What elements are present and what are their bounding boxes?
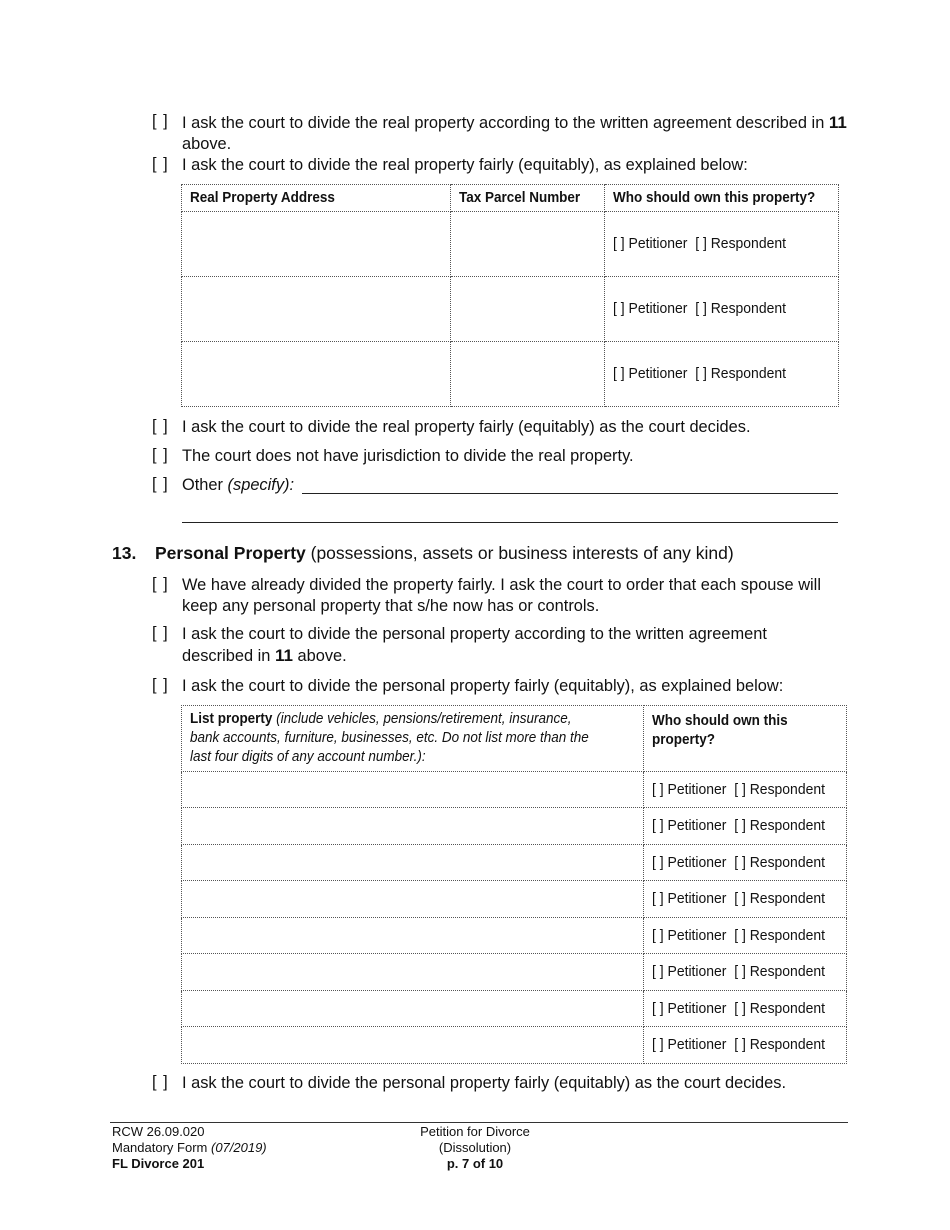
petitioner-checkbox[interactable]: [ ] xyxy=(652,853,664,871)
respondent-checkbox[interactable]: [ ] xyxy=(734,963,746,980)
checkbox-personal-agreement[interactable]: [ ] xyxy=(152,624,169,642)
checkbox-already-divided[interactable]: [ ] xyxy=(152,575,169,593)
property-cell[interactable] xyxy=(182,881,644,918)
table-header-row xyxy=(182,706,847,772)
table-row xyxy=(182,808,847,845)
section-number: 13. xyxy=(112,543,137,563)
section-title: Personal Property (possessions, assets or business interests of any kind) xyxy=(155,543,734,563)
petitioner-checkbox[interactable]: [ ] xyxy=(612,300,625,317)
real-property-table xyxy=(181,184,839,407)
property-cell[interactable] xyxy=(182,772,644,808)
option-no-jurisdiction: The court does not have jurisdiction to divide the real property. xyxy=(182,447,634,465)
table-row xyxy=(182,918,847,954)
petitioner-checkbox[interactable]: [ ] xyxy=(612,235,625,252)
respondent-checkbox[interactable]: [ ] xyxy=(734,1036,746,1053)
respondent-checkbox[interactable]: [ ] xyxy=(734,926,746,944)
property-cell[interactable] xyxy=(182,991,644,1027)
checkbox-real-fair-explained[interactable]: [ ] xyxy=(152,155,169,173)
footer-title: Petition for Divorce xyxy=(420,1124,530,1139)
address-cell[interactable] xyxy=(182,342,451,407)
header-tax-parcel-number: Tax Parcel Number xyxy=(458,190,580,206)
table-row xyxy=(182,212,839,277)
property-cell[interactable] xyxy=(182,954,644,991)
owner-choice: [ ] Petitioner [ ] Respondent xyxy=(652,926,825,944)
owner-choice: [ ] Petitioner [ ] Respondent xyxy=(612,365,786,382)
petitioner-checkbox[interactable]: [ ] xyxy=(652,926,664,944)
respondent-checkbox[interactable]: [ ] xyxy=(734,817,746,834)
parcel-cell[interactable] xyxy=(450,277,604,342)
property-cell[interactable] xyxy=(182,1027,644,1064)
table-row xyxy=(182,881,847,918)
table-header-row xyxy=(182,185,839,212)
owner-choice: [ ] Petitioner [ ] Respondent xyxy=(652,999,825,1017)
property-cell[interactable] xyxy=(182,808,644,845)
respondent-checkbox[interactable]: [ ] xyxy=(734,853,746,871)
footer-form-id: FL Divorce 201 xyxy=(112,1156,205,1171)
table-row xyxy=(182,772,847,808)
table-row xyxy=(182,991,847,1027)
address-cell[interactable] xyxy=(182,212,451,277)
respondent-checkbox[interactable]: [ ] xyxy=(694,235,707,252)
header-who-should-own: Who should own this property? xyxy=(644,706,847,772)
respondent-checkbox[interactable]: [ ] xyxy=(694,300,707,317)
petitioner-checkbox[interactable]: [ ] xyxy=(652,1036,664,1053)
footer-center xyxy=(395,1124,555,1172)
petitioner-checkbox[interactable]: [ ] xyxy=(612,365,625,382)
respondent-checkbox[interactable]: [ ] xyxy=(694,365,707,382)
owner-choice: [ ] Petitioner [ ] Respondent xyxy=(652,853,825,871)
personal-property-table xyxy=(181,705,847,1064)
other-specify-line-2[interactable] xyxy=(182,522,838,523)
footer-page-number: p. 7 of 10 xyxy=(446,1156,504,1171)
option-personal-fair-explained: I ask the court to divide the personal property fairly (equitably), as explained below: xyxy=(182,677,784,695)
table-row xyxy=(182,845,847,881)
header-list-property: List property (include vehicles, pensions/retirement, insurance, bank accounts, furniture, businesses, etc. Do not list more than the last four digits of any account number.): xyxy=(182,706,644,772)
property-cell[interactable] xyxy=(182,918,644,954)
petitioner-checkbox[interactable]: [ ] xyxy=(652,817,664,834)
respondent-checkbox[interactable]: [ ] xyxy=(734,780,746,798)
checkbox-personal-fair-explained[interactable]: [ ] xyxy=(152,676,169,694)
footer-divider xyxy=(110,1122,848,1123)
section-ref: 11 xyxy=(274,646,293,665)
owner-choice: [ ] Petitioner [ ] Respondent xyxy=(612,235,786,252)
owner-choice: [ ] Petitioner [ ] Respondent xyxy=(652,780,825,798)
checkbox-personal-court-decides[interactable]: [ ] xyxy=(152,1073,169,1091)
table-row xyxy=(182,954,847,991)
option-personal-agreement: I ask the court to divide the personal property according to the written agreement described in 11 above. xyxy=(182,625,767,665)
header-real-property-address: Real Property Address xyxy=(190,190,335,206)
parcel-cell[interactable] xyxy=(450,212,604,277)
option-personal-court-decides: I ask the court to divide the personal property fairly (equitably) as the court decides. xyxy=(182,1074,787,1092)
footer-mandatory: Mandatory Form (07/2019) xyxy=(112,1140,267,1155)
parcel-cell[interactable] xyxy=(450,342,604,407)
petitioner-checkbox[interactable]: [ ] xyxy=(652,999,664,1017)
option-real-fair-explained: I ask the court to divide the real property fairly (equitably), as explained below: xyxy=(182,156,748,174)
footer-subtitle: (Dissolution) xyxy=(438,1140,512,1155)
option-real-agreement: I ask the court to divide the real property according to the written agreement described in 11 above. xyxy=(182,113,847,153)
respondent-checkbox[interactable]: [ ] xyxy=(734,999,746,1017)
other-specify-line[interactable] xyxy=(302,493,838,494)
petitioner-checkbox[interactable]: [ ] xyxy=(652,780,664,798)
table-row xyxy=(182,277,839,342)
address-cell[interactable] xyxy=(182,277,451,342)
petitioner-checkbox[interactable]: [ ] xyxy=(652,963,664,980)
owner-choice: [ ] Petitioner [ ] Respondent xyxy=(652,817,825,834)
footer-rcw: RCW 26.09.020 xyxy=(112,1124,205,1139)
checkbox-no-jurisdiction[interactable]: [ ] xyxy=(152,446,169,464)
property-cell[interactable] xyxy=(182,845,644,881)
option-real-court-decides: I ask the court to divide the real property fairly (equitably) as the court decides. xyxy=(182,418,751,436)
option-already-divided: We have already divided the property fairly. I ask the court to order that each spouse will keep any personal property that s/he now has or controls. xyxy=(182,576,821,615)
checkbox-real-court-decides[interactable]: [ ] xyxy=(152,417,169,435)
table-row xyxy=(182,342,839,407)
footer-left xyxy=(112,1124,267,1172)
respondent-checkbox[interactable]: [ ] xyxy=(734,890,746,907)
owner-choice: [ ] Petitioner [ ] Respondent xyxy=(612,300,786,317)
checkbox-real-agreement[interactable]: [ ] xyxy=(152,112,169,130)
header-who-should-own: Who should own this property? xyxy=(612,190,815,206)
owner-choice: [ ] Petitioner [ ] Respondent xyxy=(652,963,825,980)
table-row xyxy=(182,1027,847,1064)
checkbox-other[interactable]: [ ] xyxy=(152,475,169,493)
owner-choice: [ ] Petitioner [ ] Respondent xyxy=(652,1036,825,1053)
section-ref: 11 xyxy=(828,113,847,132)
petitioner-checkbox[interactable]: [ ] xyxy=(652,890,664,907)
owner-choice: [ ] Petitioner [ ] Respondent xyxy=(652,890,825,907)
option-other: Other (specify): xyxy=(182,476,295,494)
